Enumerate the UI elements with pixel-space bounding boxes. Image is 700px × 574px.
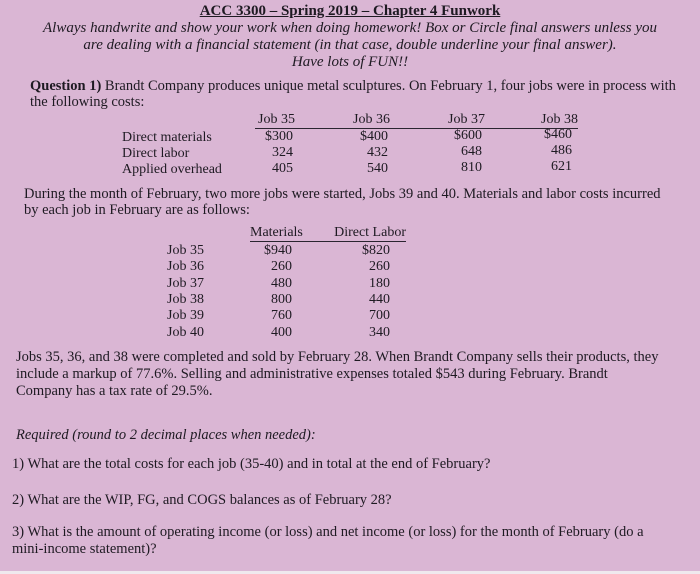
table-cell: 700 — [369, 308, 390, 324]
sales-paragraph: Jobs 35, 36, and 38 were completed and sold by February 28. When Brandt Company sells their products, they — [16, 349, 659, 365]
question-item: 2) What are the WIP, FG, and COGS balances as of February 28? — [12, 492, 392, 508]
column-header: Job 37 — [390, 112, 485, 129]
table-cell: 260 — [271, 259, 292, 275]
column-header: Job 38 — [485, 112, 578, 129]
table-cell: 180 — [369, 275, 390, 291]
table-cell: $400 — [360, 129, 388, 144]
row-label: Applied overhead — [122, 162, 222, 177]
column-header: Materials — [250, 225, 308, 242]
table-cell: $300 — [265, 129, 293, 144]
table-cell: 405 — [272, 161, 293, 176]
instruction-line: Have lots of FUN!! — [291, 54, 409, 70]
intro-text: Brandt Company produces unique metal sculptures. On February 1, four jobs were in process with — [101, 78, 676, 94]
table-cell: 621 — [551, 159, 572, 174]
table-cell: 800 — [271, 291, 292, 307]
february-paragraph: During the month of February, two more jobs were started, Jobs 39 and 40. Materials and labor costs incurred — [24, 186, 661, 202]
table-cell: 440 — [369, 291, 390, 307]
row-label: Direct materials — [122, 130, 212, 145]
row-label: Job 37 — [167, 275, 204, 291]
table-cell: 324 — [272, 145, 293, 160]
table-cell: $940 — [264, 243, 292, 258]
question-intro — [30, 78, 676, 95]
row-label: Job 39 — [167, 308, 204, 324]
row-label: Job 38 — [167, 291, 204, 307]
question-item: 1) What are the total costs for each job (35-40) and in total at the end of February? — [12, 456, 491, 472]
table-cell: 260 — [369, 259, 390, 275]
row-label: Job 35 — [167, 243, 204, 258]
instruction-line: Always handwrite and show your work when doing homework! Box or Circle final answers unless you — [43, 20, 657, 36]
table-cell: 648 — [461, 144, 482, 159]
table-cell: 486 — [551, 143, 572, 158]
document-title: ACC 3300 – Spring 2019 – Chapter 4 Funwork — [199, 3, 501, 19]
question-item: mini-income statement)? — [12, 541, 157, 557]
question-label: Question 1) — [30, 78, 102, 94]
table-cell: 340 — [369, 324, 390, 340]
table-cell: $820 — [362, 243, 390, 258]
table-cell: 432 — [367, 145, 388, 160]
question-intro-2: the following costs: — [30, 94, 145, 110]
table-cell: 400 — [271, 324, 292, 340]
table-cell: 480 — [271, 275, 292, 291]
table-cell: 760 — [271, 308, 292, 324]
instruction-line: are dealing with a financial statement (in that case, double underline your final answer). — [83, 37, 617, 53]
column-header: Job 36 — [295, 112, 390, 129]
row-label: Direct labor — [122, 146, 190, 161]
table-cell: 810 — [461, 160, 482, 175]
row-label: Job 40 — [167, 324, 204, 340]
column-header: Direct Labor — [308, 225, 406, 242]
sales-paragraph: Company has a tax rate of 29.5%. — [16, 383, 213, 399]
table-cell: $460 — [544, 127, 572, 142]
row-label: Job 36 — [167, 259, 204, 275]
required-heading: Required (round to 2 decimal places when needed): — [16, 427, 316, 443]
question-item: 3) What is the amount of operating income (or loss) and net income (or loss) for the month of February (do a — [12, 524, 644, 540]
february-paragraph-2: by each job in February are as follows: — [24, 202, 250, 218]
table-cell: 540 — [367, 161, 388, 176]
column-header: Job 35 — [255, 112, 295, 129]
sales-paragraph: include a markup of 77.6%. Selling and administrative expenses totaled $543 during February. Brandt — [16, 366, 608, 382]
table-cell: $600 — [454, 128, 482, 143]
